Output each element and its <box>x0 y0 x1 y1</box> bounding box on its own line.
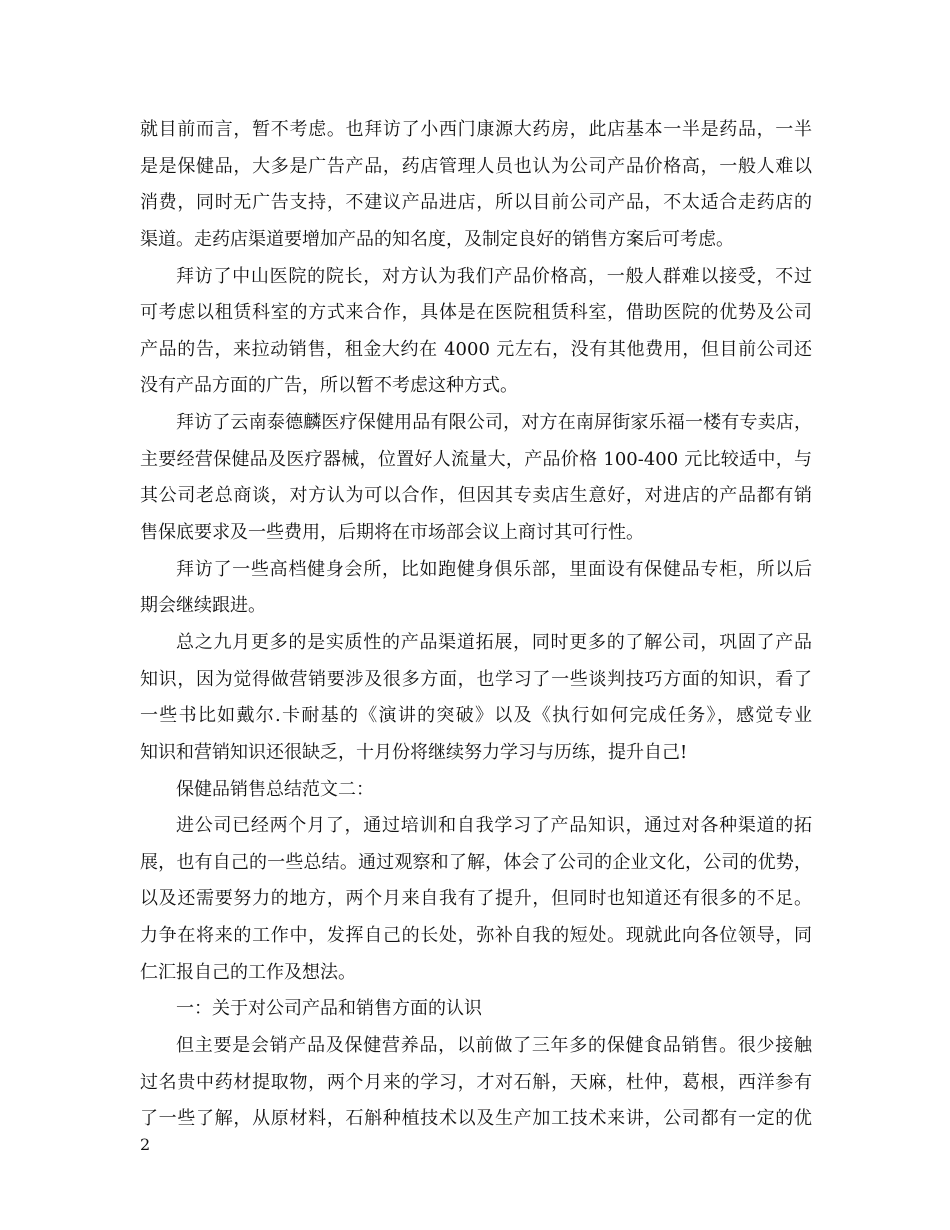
text-line: 仁汇报自己的工作及想法。 <box>140 961 356 983</box>
text-line: 渠道。走药店渠道要增加产品的知名度，及制定良好的销售方案后可考虑。 <box>140 228 734 250</box>
text-line: 力争在将来的工作中，发挥自己的长处，弥补自我的短处。现就此向各位领导，同 <box>140 925 812 947</box>
text-line: 一：关于对公司产品和销售方面的认识 <box>176 998 482 1020</box>
document-body <box>140 112 812 1138</box>
text-line: 知识，因为觉得做营销要涉及很多方面，也学习了一些谈判技巧方面的知识，看了 <box>140 668 812 690</box>
text-line: 其公司老总商谈，对方认为可以合作，但因其专卖店生意好，对进店的产品都有销 <box>140 485 812 507</box>
text-line: 拜访了云南泰德麟医疗保健用品有限公司，对方在南屏街家乐福一楼有专卖店， <box>176 412 812 434</box>
text-line: 可考虑以租赁科室的方式来合作，具体是在医院租赁科室，借助医院的优势及公司 <box>140 302 812 324</box>
text-line: 了一些了解，从原材料，石斛种植技术以及生产加工技术来讲，公司都有一定的优 <box>140 1108 812 1130</box>
text-line: 没有产品方面的广告，所以暂不考虑这种方式。 <box>140 375 518 397</box>
text-line: 保健品销售总结范文二： <box>176 778 374 800</box>
text-line: 一些书比如戴尔.卡耐基的《演讲的突破》以及《执行如何完成任务》，感觉专业 <box>140 705 812 727</box>
text-line: 产品的告，来拉动销售，租金大约在 4000 元左右，没有其他费用，但目前公司还 <box>140 338 812 360</box>
text-line: 主要经营保健品及医疗器械，位置好人流量大，产品价格 100-400 元比较适中，与 <box>140 448 812 470</box>
text-line: 展，也有自己的一些总结。通过观察和了解，体会了公司的企业文化，公司的优势， <box>140 851 812 873</box>
page-number: 2 <box>140 1135 151 1154</box>
text-line: 售保底要求及一些费用，后期将在市场部会议上商讨其可行性。 <box>140 522 644 544</box>
text-line: 以及还需要努力的地方，两个月来自我有了提升，但同时也知道还有很多的不足。 <box>140 888 812 910</box>
text-line: 但主要是会销产品及保健营养品，以前做了三年多的保健食品销售。很少接触 <box>176 1035 812 1057</box>
text-line: 进公司已经两个月了，通过培训和自我学习了产品知识，通过对各种渠道的拓 <box>176 815 812 837</box>
text-line: 拜访了中山医院的院长，对方认为我们产品价格高，一般人群难以接受，不过 <box>176 265 812 287</box>
text-line: 就目前而言，暂不考虑。也拜访了小西门康源大药房，此店基本一半是药品，一半 <box>140 119 812 140</box>
text-line: 过名贵中药材提取物，两个月来的学习，才对石斛，天麻，杜仲，葛根，西洋参有 <box>140 1071 812 1093</box>
text-line: 消费，同时无广告支持，不建议产品进店，所以目前公司产品，不太适合走药店的 <box>140 192 812 214</box>
text-line: 期会继续跟进。 <box>140 595 266 617</box>
text-line: 知识和营销知识还很缺乏，十月份将继续努力学习与历练，提升自己! <box>140 741 688 763</box>
text-line: 总之九月更多的是实质性的产品渠道拓展，同时更多的了解公司，巩固了产品 <box>176 631 812 653</box>
text-line: 是是保健品，大多是广告产品，药店管理人员也认为公司产品价格高，一般人难以 <box>140 155 812 177</box>
text-line: 拜访了一些高档健身会所，比如跑健身俱乐部，里面设有保健品专柜，所以后 <box>176 558 812 580</box>
